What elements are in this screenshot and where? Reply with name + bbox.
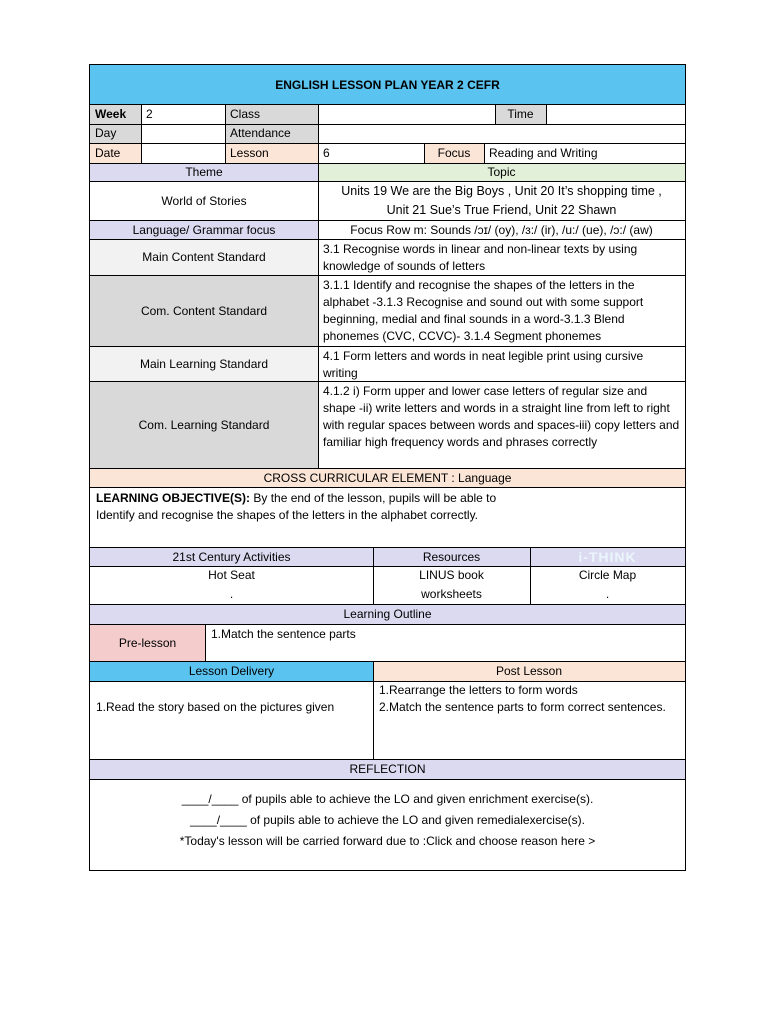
date-value[interactable] — [141, 143, 225, 163]
pre-lesson-value: 1.Match the sentence parts — [211, 627, 356, 641]
date-label: Date — [90, 143, 141, 163]
divider — [90, 275, 685, 276]
divider — [90, 381, 685, 382]
reflection-body — [90, 779, 685, 870]
lesson-label: Lesson — [225, 143, 318, 163]
divider — [546, 104, 547, 124]
com-content-value: 3.1.1 Identify and recognise the shapes of the letters in the alphabet -3.1.3 Recognise and sound out with some support beginning, medial and final sounds in a word-3.1.3 Blend phonemes (CVC, CCVC)- 3.1.4 Segment phonemes — [323, 278, 644, 343]
divider — [495, 104, 496, 124]
main-learning-value: 4.1 Form letters and words in neat legible print using cursive writing — [323, 349, 644, 380]
focus-value[interactable]: Reading and Writing — [489, 145, 598, 160]
cross-curricular-bar: CROSS CURRICULAR ELEMENT : Language — [90, 468, 685, 487]
pre-lesson-label: Pre-lesson — [90, 624, 205, 661]
class-label: Class — [225, 104, 318, 124]
century-activities-header: 21st Century Activities — [90, 547, 373, 566]
divider — [90, 163, 685, 164]
theme-value: World of Stories — [161, 193, 247, 208]
theme-header: Theme — [90, 163, 318, 181]
reflection-header: REFLECTION — [90, 759, 685, 779]
divider — [90, 124, 685, 125]
reflection-remedial[interactable]: ____/____ of pupils able to achieve the LO and given remedialexercise(s). — [190, 813, 585, 827]
century-activity-dot: . — [229, 587, 234, 601]
main-content-label: Main Content Standard — [90, 239, 318, 275]
day-value[interactable] — [141, 124, 225, 143]
lesson-delivery-header: Lesson Delivery — [90, 661, 373, 681]
divider — [90, 661, 685, 662]
divider — [225, 104, 226, 163]
divider — [205, 624, 206, 661]
lesson-value[interactable]: 6 — [323, 145, 330, 160]
focus-label: Focus — [424, 143, 484, 163]
divider — [90, 566, 685, 567]
class-value[interactable] — [318, 104, 495, 124]
resources-header: Resources — [373, 547, 530, 566]
com-content-label: Com. Content Standard — [90, 275, 318, 346]
learning-outline-header: Learning Outline — [90, 604, 685, 624]
post-lesson-step-1: 1.Rearrange the letters to form words — [379, 683, 578, 697]
objective-label: LEARNING OBJECTIVE(S): — [96, 491, 251, 505]
page-title: ENGLISH LESSON PLAN YEAR 2 CEFR — [275, 77, 500, 92]
resource-item-2: worksheets — [421, 587, 482, 601]
divider — [90, 547, 685, 548]
divider — [318, 104, 319, 468]
divider — [90, 604, 685, 605]
post-lesson-step-2: 2.Match the sentence parts to form correct sentences. — [379, 700, 666, 714]
divider — [90, 759, 685, 760]
time-label: Time — [495, 104, 546, 124]
lesson-plan-table — [89, 64, 686, 871]
resources-value — [373, 566, 530, 604]
divider — [90, 779, 685, 780]
post-lesson-value — [373, 681, 685, 759]
day-label: Day — [90, 124, 141, 143]
topic-value — [318, 181, 685, 220]
divider — [141, 104, 142, 163]
divider — [530, 547, 531, 604]
ithink-map: Circle Map — [578, 568, 637, 582]
objective-text: Identify and recognise the shapes of the letters in the alphabet correctly. — [96, 508, 479, 522]
divider — [90, 143, 685, 144]
divider — [90, 239, 685, 240]
week-value[interactable]: 2 — [146, 106, 153, 121]
ithink-logo: i-THINK — [578, 548, 637, 565]
time-value[interactable] — [546, 104, 685, 124]
topic-line-2: Unit 21 Sue’s True Friend, Unit 22 Shawn — [386, 203, 617, 217]
post-lesson-header: Post Lesson — [373, 661, 685, 681]
reflection-carried-forward[interactable]: *Today's lesson will be carried forward due to :Click and choose reason here > — [179, 834, 596, 848]
ithink-header — [530, 547, 685, 566]
divider — [90, 624, 685, 625]
learning-objective — [90, 487, 685, 547]
divider — [90, 681, 685, 682]
divider — [685, 468, 686, 547]
divider — [90, 220, 685, 221]
century-activity-item: Hot Seat — [208, 568, 255, 582]
attendance-value[interactable] — [318, 124, 685, 143]
divider — [373, 661, 374, 759]
resource-item-1: LINUS book — [419, 568, 484, 582]
attendance-label: Attendance — [225, 124, 318, 143]
com-learning-label: Com. Learning Standard — [90, 381, 318, 468]
title-cell — [90, 65, 685, 104]
divider — [90, 181, 685, 182]
main-learning-label: Main Learning Standard — [90, 346, 318, 381]
lesson-delivery-value: 1.Read the story based on the pictures given — [96, 700, 335, 714]
divider — [424, 143, 425, 163]
century-activities-value — [90, 566, 373, 604]
ithink-dot: . — [605, 587, 610, 601]
grammar-label: Language/ Grammar focus — [90, 220, 318, 239]
divider — [90, 104, 685, 105]
grammar-value: Focus Row m: Sounds /ɔɪ/ (oy), /ɜ:/ (ir), /u:/ (ue), /ɔ:/ (aw) — [350, 222, 653, 237]
topic-line-1: Units 19 We are the Big Boys , Unit 20 It’s shopping time , — [341, 184, 662, 198]
divider — [90, 346, 685, 347]
reflection-enrichment[interactable]: ____/____ of pupils able to achieve the LO and given enrichment exercise(s). — [181, 792, 594, 806]
main-content-value: 3.1 Recognise words in linear and non-linear texts by using knowledge of sounds of letters — [323, 242, 638, 273]
topic-header: Topic — [318, 163, 685, 181]
divider — [90, 468, 685, 469]
divider — [90, 487, 685, 488]
week-label: Week — [90, 104, 141, 124]
ithink-value — [530, 566, 685, 604]
divider — [484, 143, 485, 163]
divider — [373, 547, 374, 604]
com-learning-value: 4.1.2 i) Form upper and lower case letters of regular size and shape -ii) write letters and words in a straight line from left to right with regular spaces between words and spaces-iii) copy letters and familiar high frequency words and phrases correctly — [323, 384, 680, 449]
objective-intro: By the end of the lesson, pupils will be able to — [250, 491, 497, 505]
